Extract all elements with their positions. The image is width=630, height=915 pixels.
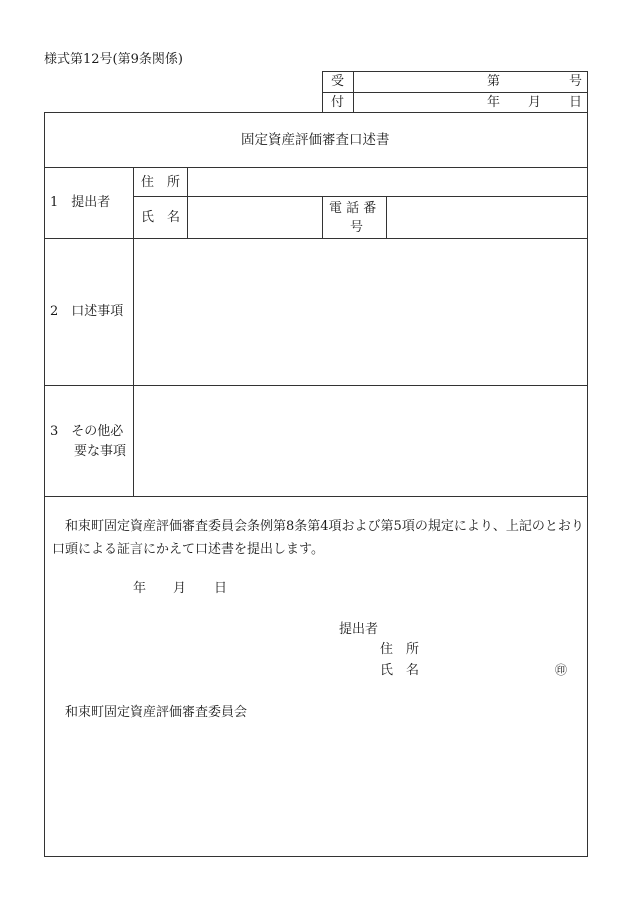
oral-matters-label: 2 口述事項 bbox=[50, 304, 124, 319]
document-title: 固定資産評価審査口述書 bbox=[241, 132, 390, 148]
phone-field[interactable] bbox=[389, 199, 585, 236]
reception-date-day: 日 bbox=[569, 95, 583, 110]
name-label: 氏 名 bbox=[141, 210, 181, 225]
address-field[interactable] bbox=[190, 170, 584, 194]
reception-date-year: 年 bbox=[487, 95, 501, 110]
reception-label-top: 受 bbox=[331, 74, 345, 89]
reception-number-prefix: 第 bbox=[487, 74, 501, 89]
date-year: 年 bbox=[133, 581, 147, 596]
address-label: 住 所 bbox=[141, 175, 181, 190]
date-day: 日 bbox=[214, 581, 228, 596]
oral-matters-field[interactable] bbox=[136, 241, 585, 383]
submitter-section-label: 1 提出者 bbox=[50, 195, 111, 210]
reception-label-bottom: 付 bbox=[331, 95, 345, 110]
phone-label-line2: 号 bbox=[350, 220, 364, 235]
phone-label-line1: 電 話 番 bbox=[329, 201, 377, 216]
other-matters-field[interactable] bbox=[136, 388, 585, 494]
other-matters-label-line1: 3 その他必 bbox=[50, 424, 124, 439]
reception-number-suffix: 号 bbox=[569, 74, 583, 89]
seal-mark: ㊞ bbox=[555, 663, 568, 677]
addressee: 和束町固定資産評価審査委員会 bbox=[65, 705, 248, 720]
date-month: 月 bbox=[173, 581, 187, 596]
declaration-text: 和束町固定資産評価審査委員会条例第8条第4項および第5項の規定により、上記のとおり口頭による証言にかえて口述書を提出します。 bbox=[52, 519, 584, 557]
signature-name-label: 氏 名 bbox=[380, 663, 420, 678]
other-matters-label-line2: 要な事項 bbox=[74, 444, 127, 459]
reception-date-month: 月 bbox=[528, 95, 542, 110]
signature-submitter-label: 提出者 bbox=[339, 622, 379, 637]
name-field[interactable] bbox=[190, 199, 320, 236]
form-number: 様式第12号(第9条関係) bbox=[44, 52, 183, 67]
signature-address-label: 住 所 bbox=[380, 642, 420, 657]
